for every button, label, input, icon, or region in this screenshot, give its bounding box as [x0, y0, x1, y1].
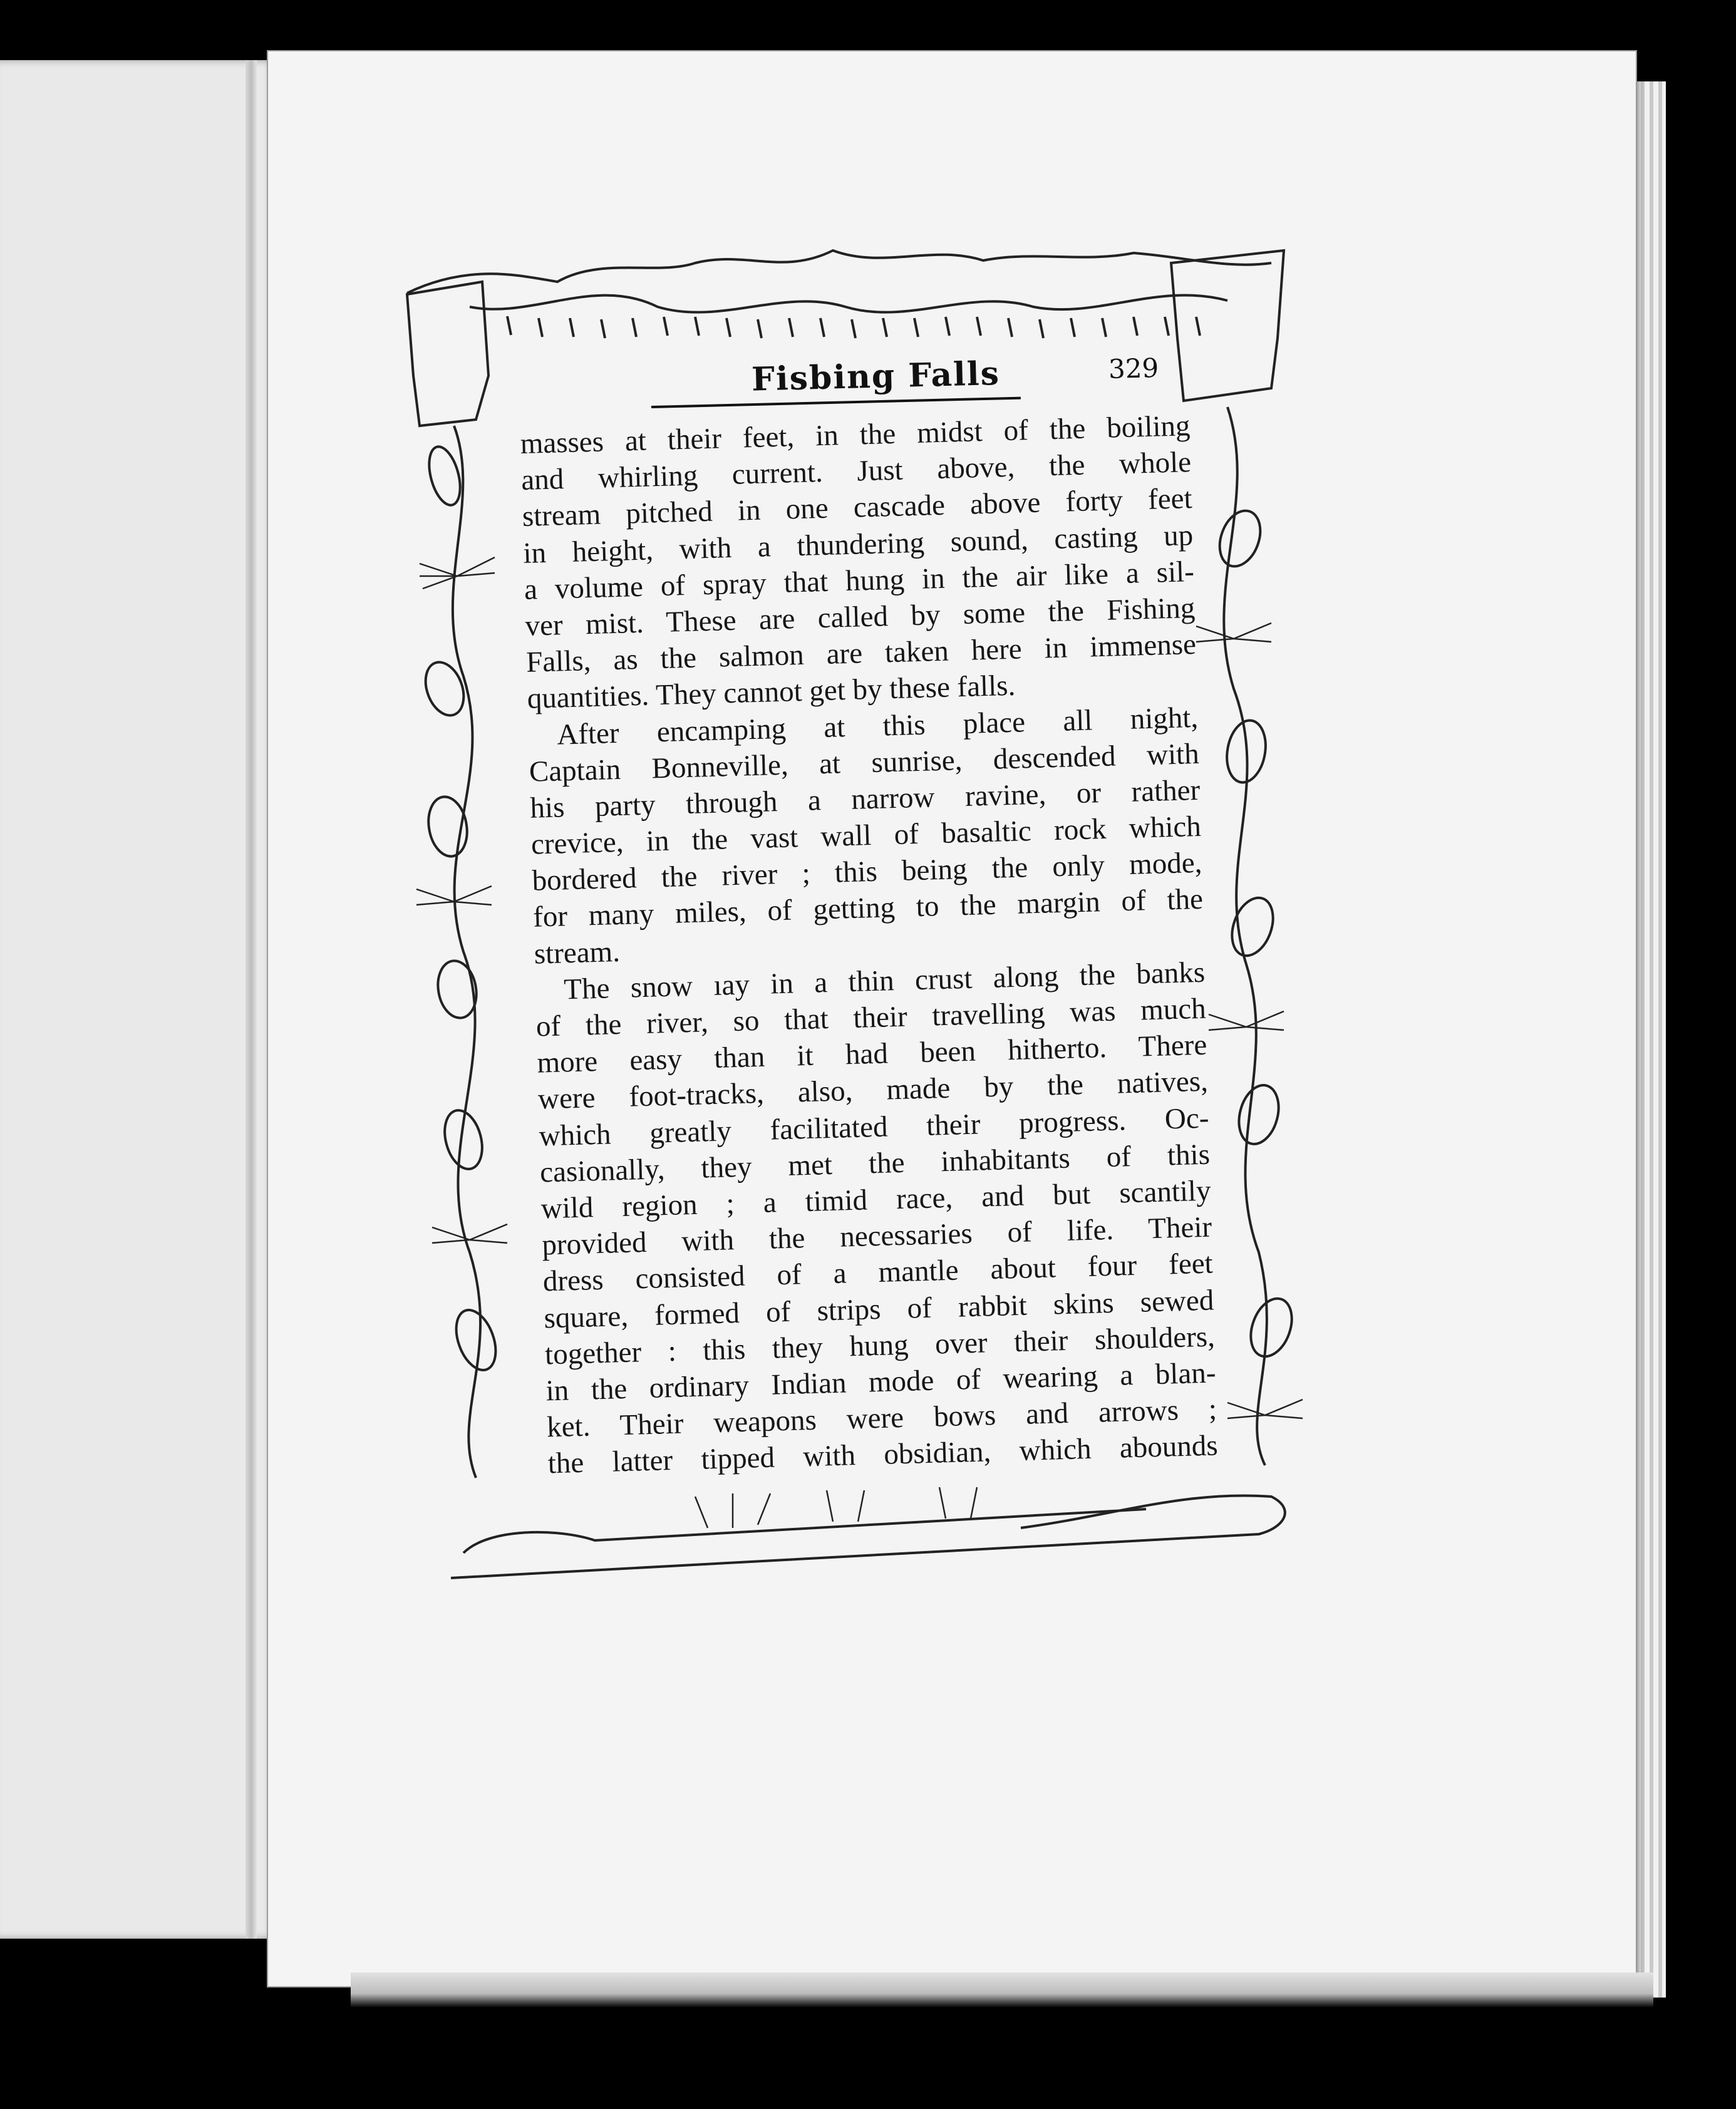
text-line: stream pitched in one cascade above forty feet: [522, 482, 1193, 534]
page-number: 329: [1108, 353, 1159, 384]
tassel-row: [507, 316, 1200, 338]
text-line: and whirling current. Just above, the whole: [520, 446, 1192, 497]
text-line: stream.: [534, 935, 621, 971]
text-line: wild region ; a timid race, and but scantily: [540, 1174, 1212, 1225]
text-line: The snow ıay in a thin crust along the banks: [563, 956, 1206, 1006]
text-line: crevice, in the vast wall of basaltic rock which: [530, 810, 1202, 861]
text-line: more easy than it had been hitherto. There: [536, 1028, 1207, 1080]
binding-gutter: [245, 60, 257, 1939]
text-line: After encamping at this place all night,: [556, 701, 1199, 751]
body-text: [520, 408, 1218, 1482]
text-line: Falls, as the salmon are taken here in immense: [525, 628, 1197, 679]
text-line: together : this they hung over their shoulders,: [544, 1320, 1216, 1371]
page-bottom-edge: [351, 1972, 1653, 2008]
left-page: [0, 60, 306, 1939]
text-line: the latter tipped with obsidian, which abounds: [547, 1429, 1219, 1480]
text-line: a volume of spray that hung in the air like a sil-: [524, 555, 1195, 606]
text-line: for many miles, of getting to the margin of the: [532, 883, 1204, 934]
text-line: of the river, so that their travelling was much: [535, 992, 1207, 1043]
text-line: ket. Their weapons were bows and arrows ;: [546, 1393, 1217, 1444]
text-line: dress consisted of a mantle about four feet: [542, 1247, 1214, 1298]
text-line: ver mist. These are called by some the Fishing: [524, 591, 1196, 642]
running-head: Fisbing Falls: [751, 354, 1001, 399]
text-line: in the ordinary Indian mode of wearing a blan-: [545, 1356, 1217, 1408]
text-line: provided with the necessaries of life. Their: [541, 1210, 1212, 1262]
text-line: square, formed of strips of rabbit skins sewed: [543, 1284, 1214, 1334]
text-line: masses at their feet, in the midst of the boiling: [520, 410, 1191, 460]
text-line: which greatly facilitated their progress. Oc-: [538, 1101, 1210, 1153]
text-line: casionally, they met the inhabitants of this: [539, 1138, 1211, 1189]
text-line: in height, with a thundering sound, casting up: [522, 518, 1194, 570]
text-line: quantities. They cannot get by these falls.: [527, 669, 1016, 716]
text-line: Captain Bonneville, at sunrise, descended with: [529, 737, 1200, 788]
text-line: bordered the river ; this being the only mode,: [531, 847, 1202, 897]
right-banner: [1171, 250, 1284, 401]
text-line: his party through a narrow ravine, or rather: [529, 773, 1201, 825]
top-drapery: [407, 250, 1271, 293]
left-banner: [407, 282, 488, 426]
text-line: were foot-tracks, also, made by the natives,: [537, 1065, 1209, 1116]
